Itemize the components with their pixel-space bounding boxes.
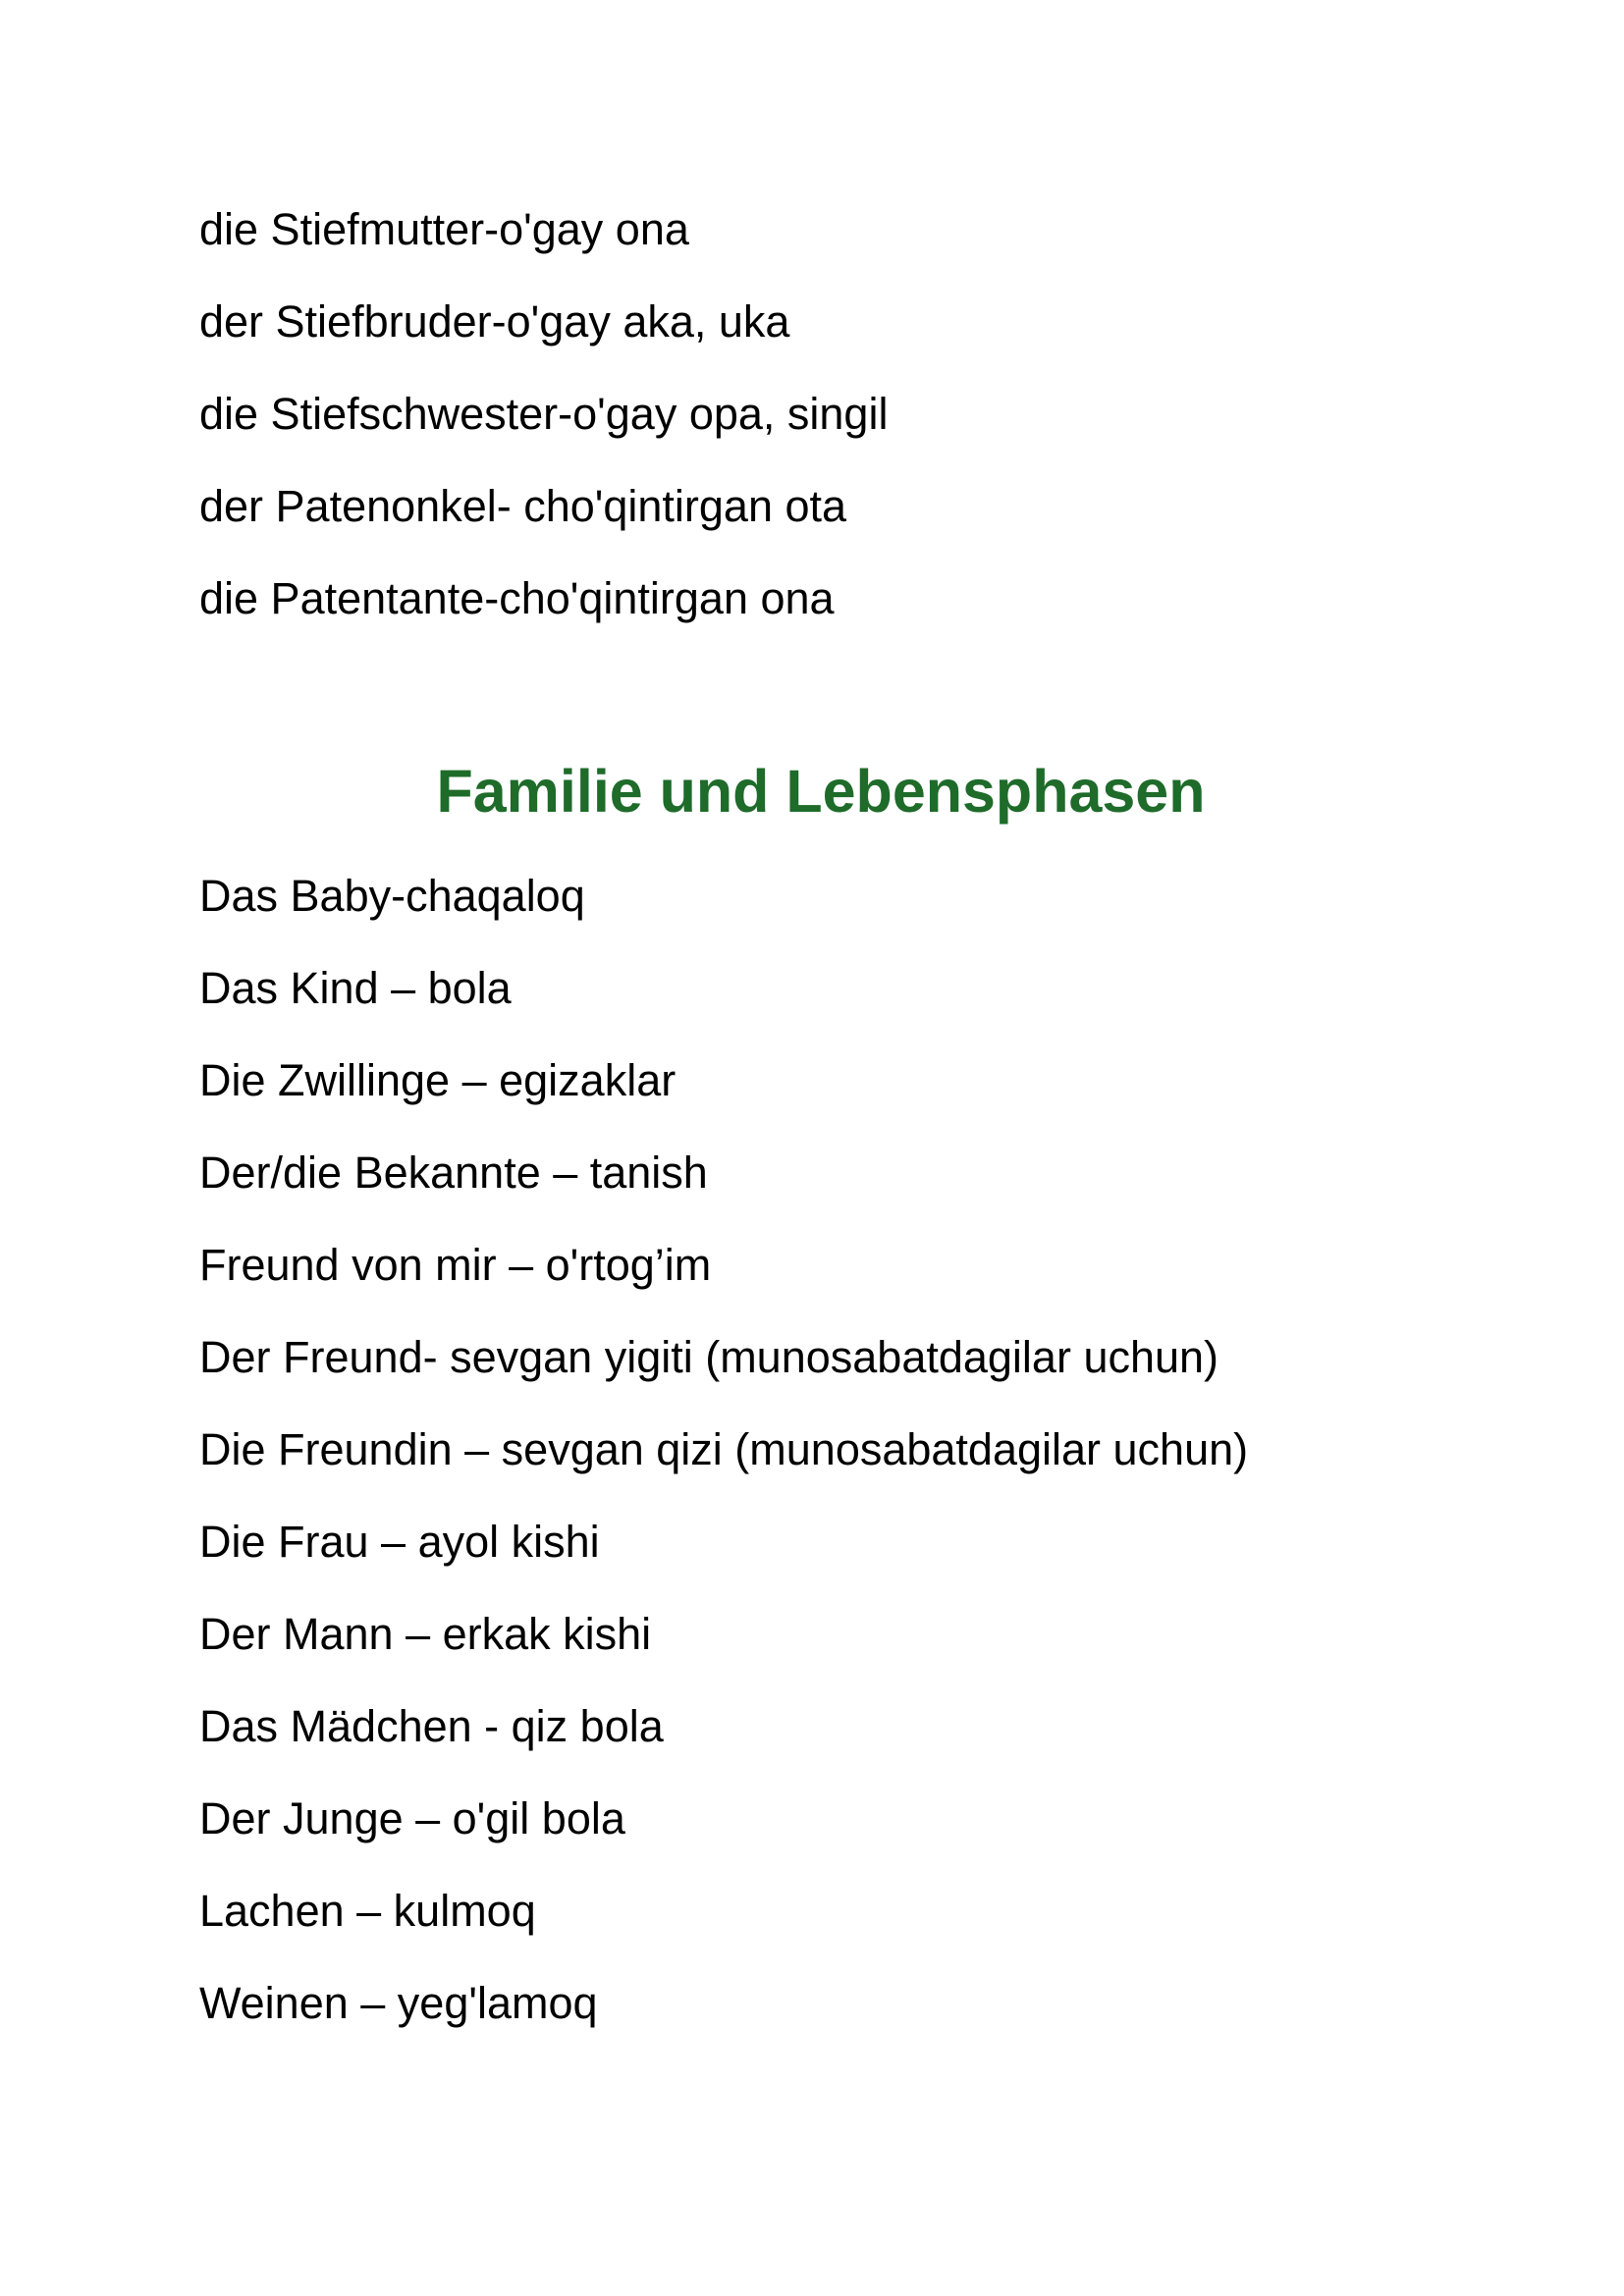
- vocab-item: Die Frau – ayol kishi: [199, 1517, 600, 1567]
- vocab-item: der Stiefbruder-o'gay aka, uka: [199, 296, 790, 347]
- section-heading: Familie und Lebensphasen: [436, 758, 1206, 825]
- vocab-item: Lachen – kulmoq: [199, 1886, 536, 1936]
- vocab-item: Der/die Bekannte – tanish: [199, 1148, 708, 1198]
- vocab-item: Freund von mir – o'rtog’im: [199, 1240, 712, 1290]
- vocab-item: Die Zwillinge – egizaklar: [199, 1055, 677, 1105]
- vocab-item: der Patenonkel- cho'qintirgan ota: [199, 481, 847, 531]
- vocabulary-list-life-phases: [199, 850, 1248, 2050]
- vocab-item: Das Baby-chaqaloq: [199, 871, 585, 921]
- vocabulary-list-stepfamily: [199, 184, 888, 645]
- vocab-item: Das Mädchen - qiz bola: [199, 1701, 664, 1751]
- vocab-item: Der Mann – erkak kishi: [199, 1609, 652, 1659]
- vocab-item: Die Freundin – sevgan qizi (munosabatdagilar uchun): [199, 1424, 1249, 1474]
- vocab-item: die Patentante-cho'qintirgan ona: [199, 573, 835, 623]
- vocab-item: Der Junge – o'gil bola: [199, 1793, 625, 1843]
- vocab-item: Das Kind – bola: [199, 963, 512, 1013]
- vocab-item: die Stiefschwester-o'gay opa, singil: [199, 389, 889, 439]
- vocab-item: Der Freund- sevgan yigiti (munosabatdagilar uchun): [199, 1332, 1219, 1382]
- vocab-item: die Stiefmutter-o'gay ona: [199, 204, 689, 254]
- vocab-item: Weinen – yeg'lamoq: [199, 1978, 598, 2028]
